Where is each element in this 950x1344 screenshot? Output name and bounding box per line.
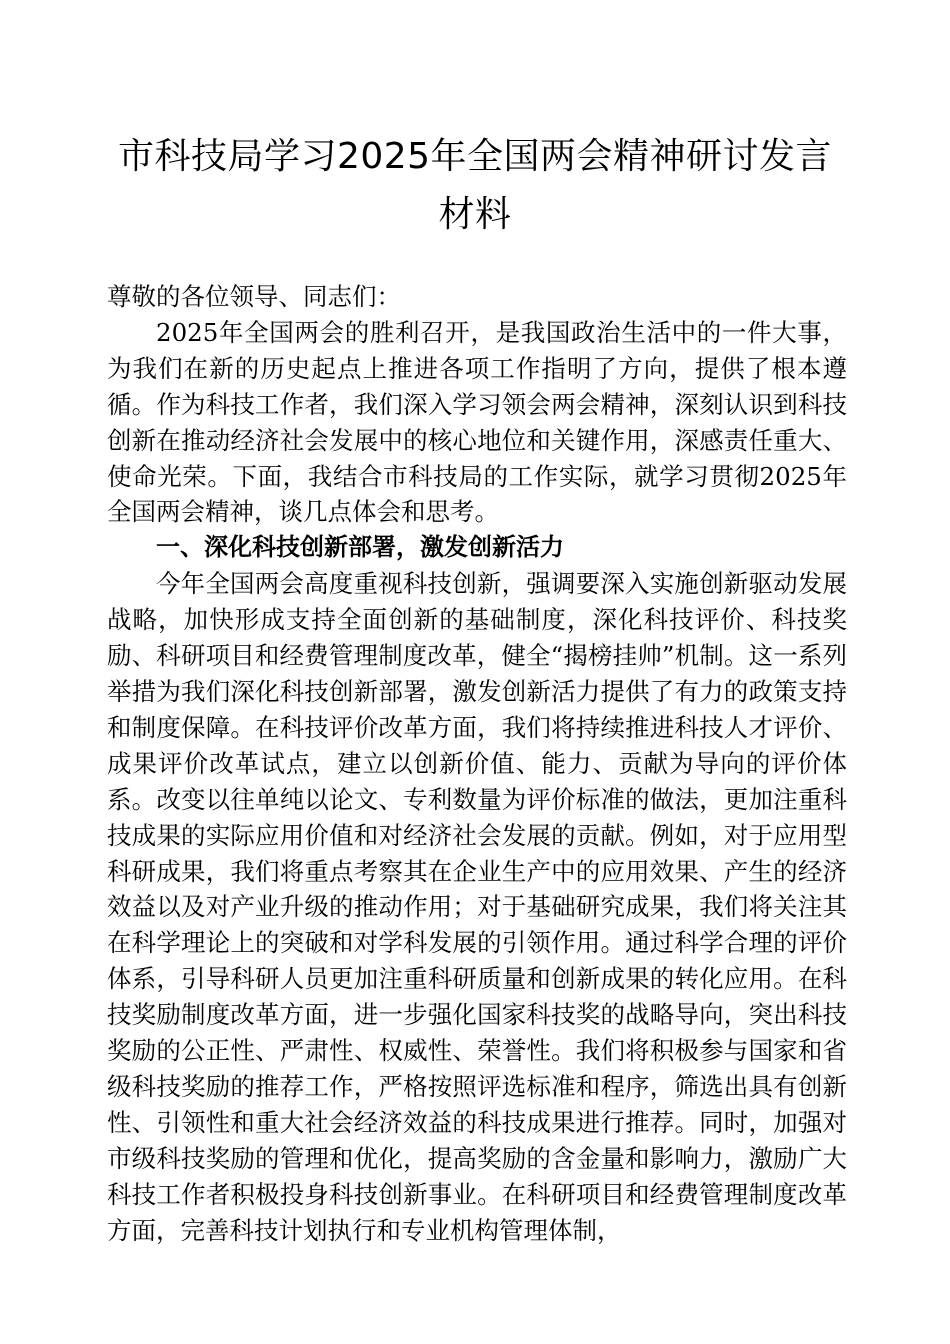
salutation: 尊敬的各位领导、同志们： — [107, 282, 401, 311]
intro-paragraph: 2025年全国两会的胜利召开，是我国政治生活中的一件大事，为我们在新的历史起点上推进各项工作指明了方向，提供了根本遵循。作为科技工作者，我们深入学习领会两会精神，深刻认识到科技创新在推动经济社会发展中的核心地位和关键作用，深感责任重大、使命光荣。下面，我结合市科技局的工作实际，就学习贯彻2025年全国两会精神，谈几点体会和思考。 — [107, 317, 847, 527]
document-title: 市科技局学习2025年全国两会精神研讨发言材料 — [117, 136, 833, 235]
document-body — [107, 279, 847, 1248]
section-heading: 一、深化科技创新部署，激发创新活力 — [156, 533, 564, 562]
section-paragraph: 今年全国两会高度重视科技创新，强调要深入实施创新驱动发展战略，加快形成支持全面创新的基础制度，深化科技评价、科技奖励、科研项目和经费管理制度改革，健全“揭榜挂帅”机制。这一系列举措为我们深化科技创新部署，激发创新活力提供了有力的政策支持和制度保障。在科技评价改革方面，我们将持续推进科技人才评价、成果评价改革试点，建立以创新价值、能力、贡献为导向的评价体系。改变以往单纯以论文、专利数量为评价标准的做法，更加注重科技成果的实际应用价值和对经济社会发展的贡献。例如，对于应用型科研成果，我们将重点考察其在企业生产中的应用效果、产生的经济效益以及对产业升级的推动作用；对于基础研究成果，我们将关注其在科学理论上的突破和对学科发展的引领作用。通过科学合理的评价体系，引导科研人员更加注重科研质量和创新成果的转化应用。在科技奖励制度改革方面，进一步强化国家科技奖的战略导向，突出科技奖励的公正性、严肃性、权威性、荣誉性。我们将积极参与国家和省级科技奖励的推荐工作，严格按照评选标准和程序，筛选出具有创新性、引领性和重大社会经济效益的科技成果进行推荐。同时，加强对市级科技奖励的管理和优化，提高奖励的含金量和影响力，激励广大科技工作者积极投身科技创新事业。在科研项目和经费管理制度改革方面，完善科技计划执行和专业机构管理体制， — [107, 569, 847, 1245]
